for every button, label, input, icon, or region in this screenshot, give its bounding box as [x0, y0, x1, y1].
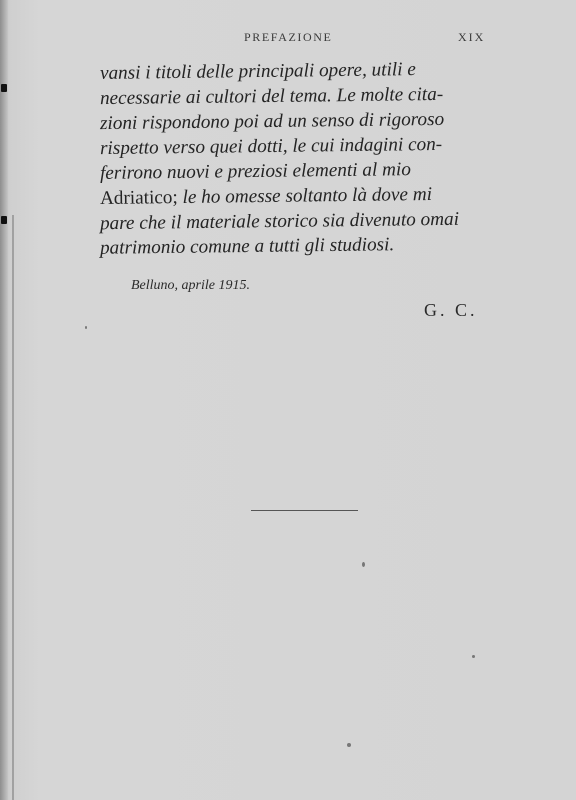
text-line: vansi i titoli delle principali opere, utili e	[99, 59, 416, 84]
text-line: pare che il materiale storico sia divenuto omai	[99, 208, 460, 235]
dateline: Belluno, aprile 1915.	[131, 278, 250, 293]
text-line: patrimonio comune a tutti gli studiosi.	[99, 234, 395, 259]
adriatico-word: Adriatico;	[99, 187, 178, 210]
page-header	[0, 30, 576, 50]
text-line: necessarie ai cultori del tema. Le molte cita-	[99, 83, 444, 110]
binding-mark	[1, 84, 7, 92]
page-number: XIX	[458, 30, 486, 44]
text-line: ferirono nuovi e preziosi elementi al mio	[99, 159, 411, 184]
binding-mark	[1, 216, 7, 224]
paper-speck	[347, 743, 351, 747]
signature-initials: G. C.	[424, 300, 478, 320]
text-fragment: le ho omesse soltanto là dove mi	[177, 183, 433, 209]
paper-speck	[85, 326, 87, 329]
running-title: PREFAZIONE	[244, 30, 333, 44]
paper-speck	[472, 655, 475, 658]
binding-shadow	[0, 0, 8, 800]
text-line: rispetto verso quei dotti, le cui indagini con-	[99, 133, 443, 160]
paper-speck	[362, 562, 365, 567]
end-rule	[251, 510, 358, 511]
text-line: zioni rispondono poi ad un senso di rigoroso	[99, 108, 445, 135]
text-line	[100, 183, 432, 211]
binding-edge	[12, 215, 14, 800]
